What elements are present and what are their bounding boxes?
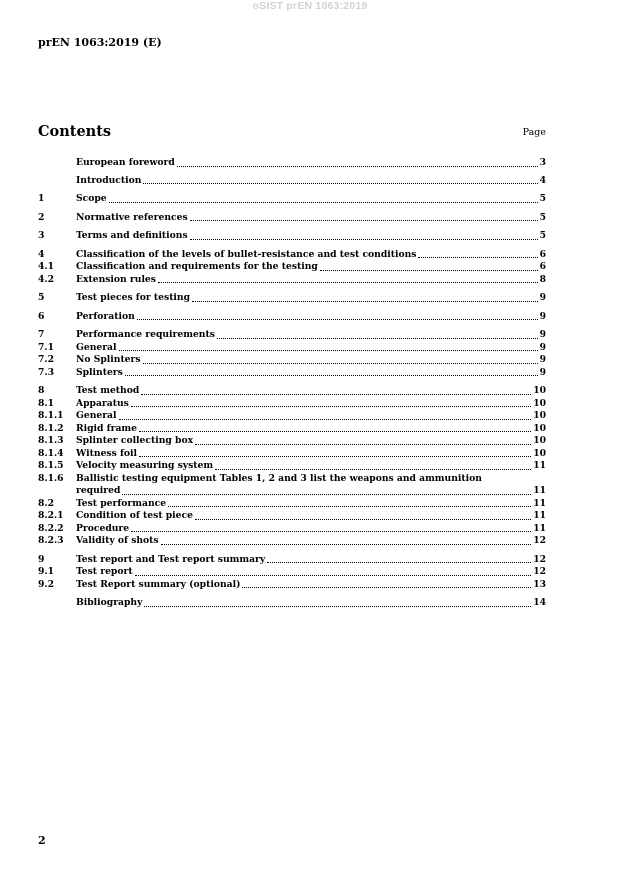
toc-entry-title: Apparatus	[76, 397, 129, 409]
toc-entry-title: Performance requirements	[76, 329, 215, 340]
dot-leader	[320, 270, 538, 271]
toc-entry-number: 8.2.3	[38, 535, 64, 546]
toc-entry-number: 8.2.2	[38, 522, 64, 534]
toc-entry[interactable]	[38, 342, 546, 355]
toc-entry-title: Ballistic testing equipment Tables 1, 2 and 3 list the weapons and ammunition	[76, 472, 482, 484]
dot-leader	[158, 282, 538, 283]
toc-entry-page: 9	[539, 354, 546, 365]
toc-entry-number: 8.1	[38, 397, 54, 409]
toc-entry-page: 5	[539, 193, 546, 204]
toc-entry-page: 12	[533, 535, 546, 546]
toc-entry[interactable]	[38, 535, 546, 548]
toc-entry-title: Test report	[76, 566, 133, 577]
toc-entry-title: Test pieces for testing	[76, 292, 191, 303]
toc-entry-page: 11	[533, 510, 546, 521]
toc-entry-page: 9	[539, 310, 546, 322]
toc-entry[interactable]	[38, 423, 546, 436]
dot-leader	[215, 469, 531, 470]
toc-entry[interactable]	[38, 435, 546, 448]
toc-entry-page: 10	[533, 435, 546, 446]
toc-entry[interactable]	[38, 367, 546, 380]
toc-entry-number: 4.1	[38, 261, 54, 272]
toc-entry-page: 9	[539, 329, 546, 340]
toc-entry-page: 9	[539, 341, 546, 353]
toc-entry-number: 8.1.4	[38, 447, 64, 459]
dot-leader	[217, 338, 538, 339]
toc-entry-title: European foreword	[76, 157, 175, 168]
contents-title: Contents	[38, 123, 112, 140]
toc-entry-number: 8.1.5	[38, 460, 64, 471]
toc-entry-number: 7.2	[38, 354, 54, 365]
toc-entry[interactable]	[38, 554, 546, 567]
toc-entry-page: 13	[533, 578, 546, 590]
document-id: prEN 1063:2019 (E)	[38, 36, 162, 49]
toc-entry-number: 3	[38, 230, 45, 241]
toc-entry-number: 8.2.1	[38, 510, 64, 521]
toc-entry[interactable]	[38, 175, 546, 188]
toc-entry-page: 9	[539, 292, 546, 303]
toc-entry-title: Classification and requirements for the testing	[76, 261, 318, 272]
toc-entry-title: Velocity measuring system	[76, 460, 214, 471]
toc-entry-page: 12	[533, 566, 546, 577]
toc-entry-page: 5	[539, 230, 546, 241]
toc-entry-title: Classification of the levels of bullet-resistance and test conditions	[76, 248, 417, 260]
dot-leader	[122, 494, 531, 495]
toc-entry[interactable]	[38, 566, 546, 579]
page-column-label: Page	[522, 127, 546, 138]
toc-entry[interactable]	[38, 230, 546, 243]
watermark: oSIST prEN 1063:2019	[252, 0, 368, 12]
dot-leader	[195, 444, 531, 445]
toc-entry-number: 2	[38, 211, 45, 223]
dot-leader	[242, 587, 531, 588]
toc-entry-page: 4	[539, 174, 546, 186]
dot-leader	[119, 419, 532, 420]
dot-leader	[143, 363, 538, 364]
toc-entry-number: 4	[38, 248, 45, 260]
toc-entry-page: 3	[539, 157, 546, 168]
toc-entry-page: 11	[533, 460, 546, 471]
toc-entry[interactable]	[38, 311, 546, 324]
toc-entry-number: 6	[38, 310, 45, 322]
toc-entry-number: 9	[38, 553, 45, 565]
toc-entry[interactable]	[38, 193, 546, 206]
toc-entry-page: 10	[533, 397, 546, 409]
toc-entry-page: 8	[539, 273, 546, 285]
toc-entry-page: 12	[533, 553, 546, 565]
dot-leader	[267, 562, 531, 563]
toc-entry[interactable]	[38, 354, 546, 367]
toc-entry-title: Procedure	[76, 522, 130, 534]
toc-entry-page: 11	[533, 522, 546, 534]
dot-leader	[161, 544, 532, 545]
toc-entry[interactable]	[38, 329, 546, 342]
toc-entry-page: 14	[533, 597, 546, 608]
dot-leader	[109, 202, 538, 203]
dot-leader	[190, 239, 538, 240]
toc-entry-page: 10	[533, 410, 546, 421]
toc-entry-title: Test report and Test report summary	[76, 553, 266, 565]
toc-entry-title: Extension rules	[76, 273, 156, 285]
dot-leader	[131, 531, 531, 532]
toc-entry-title: Witness foil	[76, 447, 138, 459]
dot-leader	[139, 456, 531, 457]
toc-entry-number: 8	[38, 385, 45, 396]
toc-entry-number: 8.1.2	[38, 422, 64, 434]
toc-entry-title: General	[76, 410, 117, 421]
toc-entry-title: Scope	[76, 193, 107, 204]
dot-leader	[418, 257, 537, 258]
toc-entry-title: Validity of shots	[76, 535, 159, 546]
toc-entry[interactable]	[38, 510, 546, 523]
toc-entry-page: 11	[533, 497, 546, 509]
toc-entry[interactable]	[38, 410, 546, 423]
toc-entry-page: 6	[539, 261, 546, 272]
toc-entry-title: Test method	[76, 385, 140, 396]
dot-leader	[131, 406, 531, 407]
toc-entry-number: 1	[38, 193, 45, 204]
toc-entry-page: 10	[533, 385, 546, 396]
toc-entry[interactable]	[38, 212, 546, 225]
toc-entry[interactable]	[38, 274, 546, 287]
toc-entry-number: 8.1.6	[38, 472, 64, 484]
toc-entry-number: 7	[38, 329, 45, 340]
toc-entry[interactable]	[38, 249, 546, 262]
toc-entry-number: 8.1.3	[38, 435, 64, 446]
dot-leader	[137, 319, 538, 320]
toc-entry[interactable]	[38, 523, 546, 536]
toc-entry[interactable]	[38, 597, 546, 610]
dot-leader	[119, 350, 538, 351]
dot-leader	[141, 394, 531, 395]
toc-entry-title: Terms and definitions	[76, 230, 188, 241]
toc-entry-title: Normative references	[76, 211, 188, 223]
dot-leader	[177, 166, 538, 167]
toc-entry-page: 11	[533, 485, 546, 496]
toc-entry-title: Condition of test piece	[76, 510, 193, 521]
toc-entry-page: 9	[539, 366, 546, 378]
dot-leader	[190, 220, 538, 221]
toc-entry-number: 9.1	[38, 566, 54, 577]
toc-entry-title: Test Report summary (optional)	[76, 578, 241, 590]
toc-entry-title: General	[76, 341, 117, 353]
toc-entry[interactable]	[38, 579, 546, 592]
toc-entry-title: Bibliography	[76, 597, 143, 608]
toc-entry-title: Test performance	[76, 497, 167, 509]
toc-entry-title: Splinter collecting box	[76, 435, 194, 446]
toc-entry[interactable]	[38, 473, 546, 498]
toc-entry[interactable]	[38, 261, 546, 274]
toc-entry-number: 8.2	[38, 497, 54, 509]
table-of-contents	[38, 157, 546, 610]
dot-leader	[168, 506, 531, 507]
toc-entry[interactable]	[38, 398, 546, 411]
toc-entry[interactable]	[38, 385, 546, 398]
dot-leader	[144, 606, 531, 607]
dot-leader	[135, 575, 532, 576]
dot-leader	[192, 301, 538, 302]
toc-entry-number: 4.2	[38, 273, 54, 285]
toc-entry-number: 8.1.1	[38, 410, 64, 421]
toc-entry-page: 5	[539, 211, 546, 223]
toc-entry-title: Rigid frame	[76, 422, 137, 434]
toc-entry[interactable]	[38, 292, 546, 305]
toc-entry-title: Splinters	[76, 366, 123, 378]
toc-entry-title: Introduction	[76, 174, 142, 186]
toc-entry-page: 10	[533, 422, 546, 434]
toc-entry[interactable]	[38, 448, 546, 461]
toc-entry-title: No Splinters	[76, 354, 141, 365]
toc-entry-number: 5	[38, 292, 45, 303]
toc-entry[interactable]	[38, 157, 546, 170]
toc-entry-title: required	[76, 485, 121, 496]
dot-leader	[143, 183, 537, 184]
toc-entry[interactable]	[38, 460, 546, 473]
toc-entry-number: 7.1	[38, 341, 54, 353]
toc-entry-number: 9.2	[38, 578, 54, 590]
page-number: 2	[38, 834, 46, 847]
toc-entry-title: Perforation	[76, 310, 135, 322]
dot-leader	[195, 519, 531, 520]
toc-entry-number: 7.3	[38, 366, 54, 378]
toc-entry-page: 6	[539, 248, 546, 260]
toc-entry[interactable]	[38, 498, 546, 511]
toc-entry-page: 10	[533, 447, 546, 459]
dot-leader	[125, 375, 538, 376]
dot-leader	[139, 431, 531, 432]
